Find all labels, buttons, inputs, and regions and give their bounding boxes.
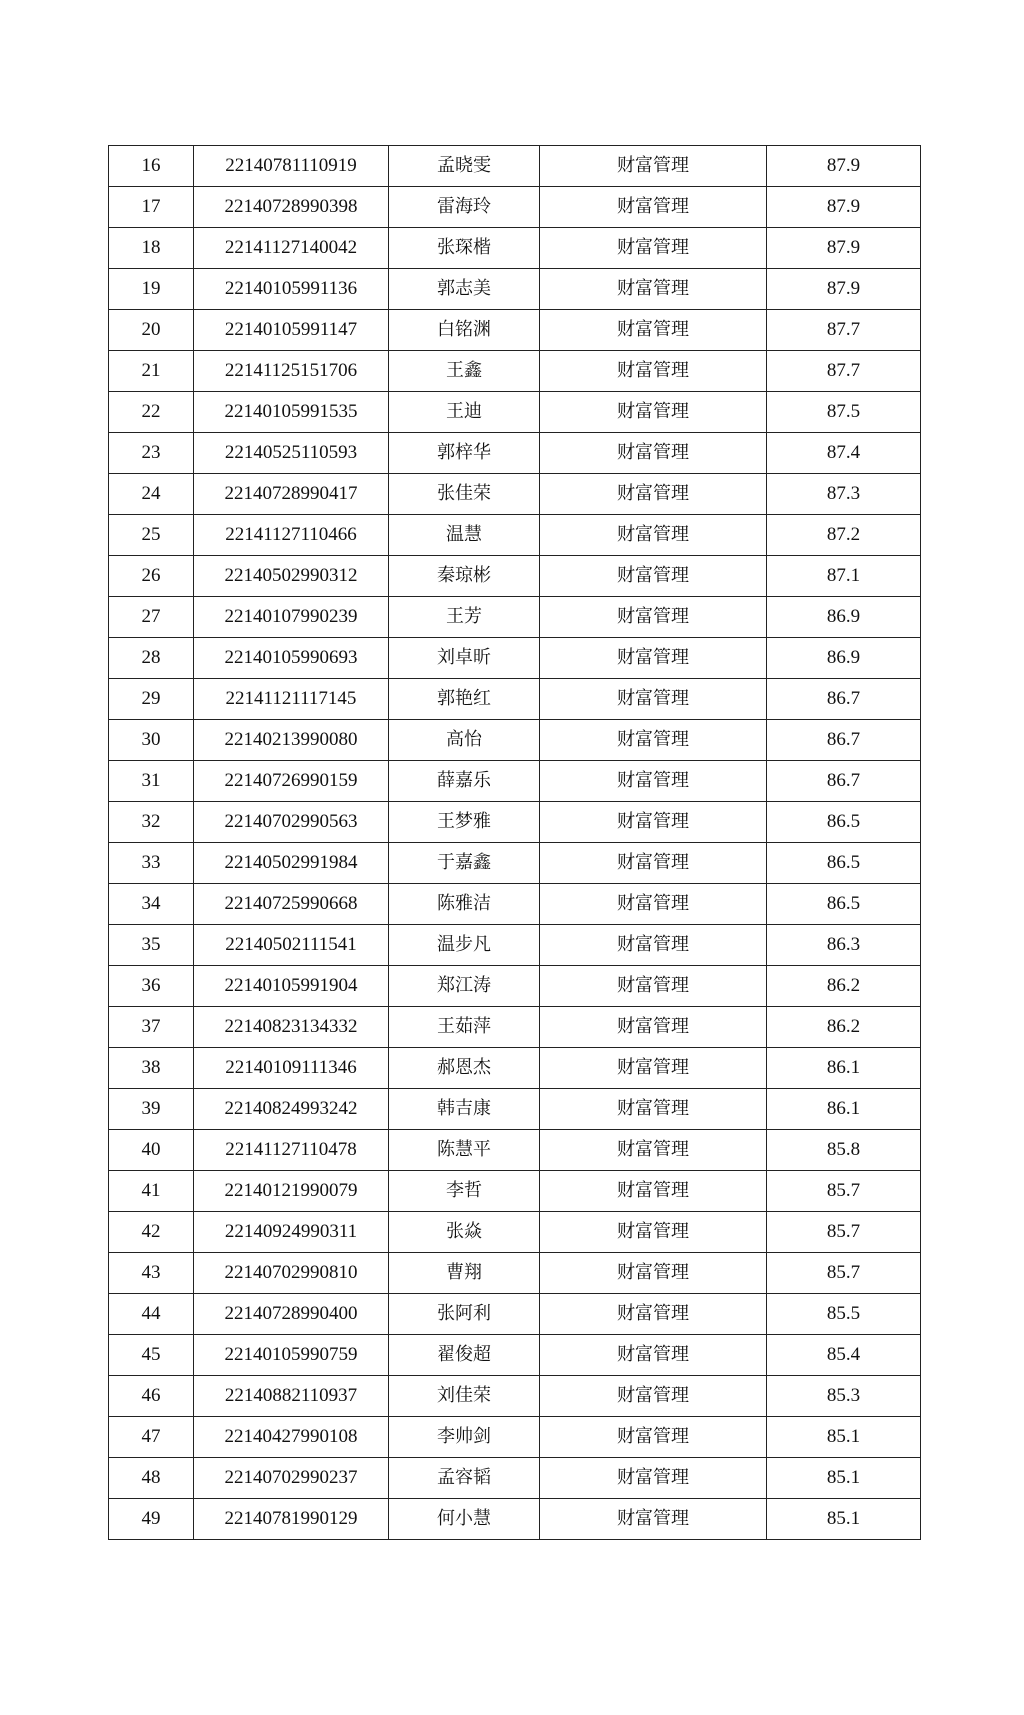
score-cell: 85.3 <box>767 1376 921 1417</box>
exam-id-cell: 22141127110466 <box>194 515 389 556</box>
score-cell: 85.8 <box>767 1130 921 1171</box>
score-cell: 85.1 <box>767 1417 921 1458</box>
rank-cell: 26 <box>109 556 194 597</box>
major-cell: 财富管理 <box>540 1253 767 1294</box>
exam-id-cell: 22140107990239 <box>194 597 389 638</box>
table-row <box>109 884 921 925</box>
name-cell: 薛嘉乐 <box>389 761 540 802</box>
exam-id-cell: 22140702990810 <box>194 1253 389 1294</box>
exam-id-cell: 22140781110919 <box>194 146 389 187</box>
rank-cell: 24 <box>109 474 194 515</box>
major-cell: 财富管理 <box>540 1212 767 1253</box>
name-cell: 王鑫 <box>389 351 540 392</box>
name-cell: 白铭渊 <box>389 310 540 351</box>
table-row <box>109 1007 921 1048</box>
major-cell: 财富管理 <box>540 884 767 925</box>
name-cell: 李帅剑 <box>389 1417 540 1458</box>
exam-id-cell: 22140105991904 <box>194 966 389 1007</box>
score-cell: 85.1 <box>767 1499 921 1540</box>
rank-cell: 29 <box>109 679 194 720</box>
rank-cell: 44 <box>109 1294 194 1335</box>
exam-id-cell: 22140213990080 <box>194 720 389 761</box>
table-row <box>109 556 921 597</box>
exam-id-cell: 22140882110937 <box>194 1376 389 1417</box>
major-cell: 财富管理 <box>540 925 767 966</box>
name-cell: 张阿利 <box>389 1294 540 1335</box>
rank-cell: 31 <box>109 761 194 802</box>
major-cell: 财富管理 <box>540 269 767 310</box>
major-cell: 财富管理 <box>540 1130 767 1171</box>
major-cell: 财富管理 <box>540 966 767 1007</box>
exam-id-cell: 22140824993242 <box>194 1089 389 1130</box>
major-cell: 财富管理 <box>540 474 767 515</box>
name-cell: 孟晓雯 <box>389 146 540 187</box>
rank-cell: 37 <box>109 1007 194 1048</box>
major-cell: 财富管理 <box>540 843 767 884</box>
exam-id-cell: 22140725990668 <box>194 884 389 925</box>
major-cell: 财富管理 <box>540 146 767 187</box>
score-cell: 85.7 <box>767 1171 921 1212</box>
score-cell: 87.9 <box>767 228 921 269</box>
exam-id-cell: 22141125151706 <box>194 351 389 392</box>
score-cell: 86.2 <box>767 966 921 1007</box>
major-cell: 财富管理 <box>540 720 767 761</box>
exam-id-cell: 22141121117145 <box>194 679 389 720</box>
name-cell: 雷海玲 <box>389 187 540 228</box>
table-row <box>109 1048 921 1089</box>
major-cell: 财富管理 <box>540 228 767 269</box>
name-cell: 刘卓昕 <box>389 638 540 679</box>
name-cell: 高怡 <box>389 720 540 761</box>
exam-id-cell: 22141127140042 <box>194 228 389 269</box>
score-cell: 87.3 <box>767 474 921 515</box>
table-row <box>109 515 921 556</box>
name-cell: 陈慧平 <box>389 1130 540 1171</box>
rank-cell: 21 <box>109 351 194 392</box>
score-cell: 85.5 <box>767 1294 921 1335</box>
score-cell: 86.1 <box>767 1089 921 1130</box>
table-row <box>109 1417 921 1458</box>
major-cell: 财富管理 <box>540 802 767 843</box>
rank-cell: 30 <box>109 720 194 761</box>
table-row <box>109 310 921 351</box>
name-cell: 王茹萍 <box>389 1007 540 1048</box>
score-cell: 87.9 <box>767 146 921 187</box>
name-cell: 翟俊超 <box>389 1335 540 1376</box>
table-row <box>109 474 921 515</box>
score-cell: 86.9 <box>767 597 921 638</box>
table-row <box>109 1335 921 1376</box>
rank-cell: 17 <box>109 187 194 228</box>
major-cell: 财富管理 <box>540 1089 767 1130</box>
table-row <box>109 925 921 966</box>
score-cell: 86.2 <box>767 1007 921 1048</box>
exam-id-cell: 22140702990237 <box>194 1458 389 1499</box>
table-row <box>109 433 921 474</box>
table-row <box>109 1089 921 1130</box>
major-cell: 财富管理 <box>540 679 767 720</box>
score-cell: 87.4 <box>767 433 921 474</box>
exam-id-cell: 22140781990129 <box>194 1499 389 1540</box>
rank-cell: 36 <box>109 966 194 1007</box>
rank-cell: 48 <box>109 1458 194 1499</box>
exam-id-cell: 22140924990311 <box>194 1212 389 1253</box>
exam-id-cell: 22140728990400 <box>194 1294 389 1335</box>
major-cell: 财富管理 <box>540 1335 767 1376</box>
name-cell: 郑江涛 <box>389 966 540 1007</box>
name-cell: 王梦雅 <box>389 802 540 843</box>
exam-id-cell: 22140105990693 <box>194 638 389 679</box>
name-cell: 张佳荣 <box>389 474 540 515</box>
name-cell: 郭艳红 <box>389 679 540 720</box>
name-cell: 温步凡 <box>389 925 540 966</box>
major-cell: 财富管理 <box>540 392 767 433</box>
table-row <box>109 1499 921 1540</box>
score-cell: 86.9 <box>767 638 921 679</box>
table-row <box>109 597 921 638</box>
exam-id-cell: 22140728990417 <box>194 474 389 515</box>
table-row <box>109 1376 921 1417</box>
score-cell: 86.5 <box>767 884 921 925</box>
score-table-container <box>108 145 920 1540</box>
score-cell: 87.2 <box>767 515 921 556</box>
name-cell: 郝恩杰 <box>389 1048 540 1089</box>
rank-cell: 33 <box>109 843 194 884</box>
exam-id-cell: 22140823134332 <box>194 1007 389 1048</box>
table-row <box>109 269 921 310</box>
major-cell: 财富管理 <box>540 597 767 638</box>
exam-id-cell: 22140105991147 <box>194 310 389 351</box>
score-cell: 86.7 <box>767 720 921 761</box>
major-cell: 财富管理 <box>540 1458 767 1499</box>
score-cell: 86.7 <box>767 679 921 720</box>
name-cell: 王迪 <box>389 392 540 433</box>
rank-cell: 49 <box>109 1499 194 1540</box>
rank-cell: 19 <box>109 269 194 310</box>
score-cell: 86.7 <box>767 761 921 802</box>
exam-id-cell: 22140121990079 <box>194 1171 389 1212</box>
major-cell: 财富管理 <box>540 761 767 802</box>
score-cell: 85.4 <box>767 1335 921 1376</box>
table-row <box>109 146 921 187</box>
score-cell: 87.5 <box>767 392 921 433</box>
score-cell: 87.9 <box>767 187 921 228</box>
rank-cell: 20 <box>109 310 194 351</box>
rank-cell: 22 <box>109 392 194 433</box>
rank-cell: 43 <box>109 1253 194 1294</box>
score-cell: 86.5 <box>767 802 921 843</box>
major-cell: 财富管理 <box>540 1499 767 1540</box>
major-cell: 财富管理 <box>540 187 767 228</box>
table-row <box>109 187 921 228</box>
exam-id-cell: 22140502991984 <box>194 843 389 884</box>
name-cell: 郭梓华 <box>389 433 540 474</box>
exam-id-cell: 22140105991136 <box>194 269 389 310</box>
score-cell: 87.7 <box>767 351 921 392</box>
table-row <box>109 843 921 884</box>
score-cell: 86.3 <box>767 925 921 966</box>
table-row <box>109 351 921 392</box>
rank-cell: 35 <box>109 925 194 966</box>
table-row <box>109 392 921 433</box>
exam-id-cell: 22140502990312 <box>194 556 389 597</box>
rank-cell: 45 <box>109 1335 194 1376</box>
name-cell: 陈雅洁 <box>389 884 540 925</box>
rank-cell: 46 <box>109 1376 194 1417</box>
major-cell: 财富管理 <box>540 433 767 474</box>
table-row <box>109 679 921 720</box>
score-cell: 85.7 <box>767 1212 921 1253</box>
table-row <box>109 228 921 269</box>
rank-cell: 47 <box>109 1417 194 1458</box>
score-cell: 86.1 <box>767 1048 921 1089</box>
name-cell: 张琛楷 <box>389 228 540 269</box>
exam-id-cell: 22140702990563 <box>194 802 389 843</box>
score-cell: 86.5 <box>767 843 921 884</box>
exam-id-cell: 22140726990159 <box>194 761 389 802</box>
score-table-body <box>109 146 921 1540</box>
major-cell: 财富管理 <box>540 1048 767 1089</box>
rank-cell: 16 <box>109 146 194 187</box>
score-cell: 87.1 <box>767 556 921 597</box>
table-row <box>109 720 921 761</box>
exam-id-cell: 22140525110593 <box>194 433 389 474</box>
rank-cell: 25 <box>109 515 194 556</box>
major-cell: 财富管理 <box>540 515 767 556</box>
rank-cell: 18 <box>109 228 194 269</box>
major-cell: 财富管理 <box>540 1417 767 1458</box>
rank-cell: 32 <box>109 802 194 843</box>
exam-id-cell: 22140105990759 <box>194 1335 389 1376</box>
score-cell: 87.7 <box>767 310 921 351</box>
exam-id-cell: 22141127110478 <box>194 1130 389 1171</box>
name-cell: 李哲 <box>389 1171 540 1212</box>
rank-cell: 41 <box>109 1171 194 1212</box>
rank-cell: 28 <box>109 638 194 679</box>
score-cell: 87.9 <box>767 269 921 310</box>
name-cell: 秦琼彬 <box>389 556 540 597</box>
name-cell: 韩吉康 <box>389 1089 540 1130</box>
name-cell: 温慧 <box>389 515 540 556</box>
table-row <box>109 966 921 1007</box>
name-cell: 郭志美 <box>389 269 540 310</box>
major-cell: 财富管理 <box>540 1171 767 1212</box>
name-cell: 刘佳荣 <box>389 1376 540 1417</box>
exam-id-cell: 22140427990108 <box>194 1417 389 1458</box>
rank-cell: 34 <box>109 884 194 925</box>
major-cell: 财富管理 <box>540 310 767 351</box>
rank-cell: 23 <box>109 433 194 474</box>
rank-cell: 39 <box>109 1089 194 1130</box>
name-cell: 张焱 <box>389 1212 540 1253</box>
major-cell: 财富管理 <box>540 638 767 679</box>
name-cell: 曹翔 <box>389 1253 540 1294</box>
exam-id-cell: 22140502111541 <box>194 925 389 966</box>
major-cell: 财富管理 <box>540 1294 767 1335</box>
name-cell: 王芳 <box>389 597 540 638</box>
table-row <box>109 638 921 679</box>
table-row <box>109 1253 921 1294</box>
name-cell: 何小慧 <box>389 1499 540 1540</box>
table-row <box>109 1130 921 1171</box>
exam-id-cell: 22140105991535 <box>194 392 389 433</box>
score-table <box>108 145 921 1540</box>
score-cell: 85.1 <box>767 1458 921 1499</box>
table-row <box>109 1294 921 1335</box>
name-cell: 于嘉鑫 <box>389 843 540 884</box>
table-row <box>109 1212 921 1253</box>
table-row <box>109 1171 921 1212</box>
exam-id-cell: 22140109111346 <box>194 1048 389 1089</box>
major-cell: 财富管理 <box>540 556 767 597</box>
major-cell: 财富管理 <box>540 1007 767 1048</box>
table-row <box>109 761 921 802</box>
score-cell: 85.7 <box>767 1253 921 1294</box>
table-row <box>109 1458 921 1499</box>
rank-cell: 42 <box>109 1212 194 1253</box>
rank-cell: 38 <box>109 1048 194 1089</box>
major-cell: 财富管理 <box>540 1376 767 1417</box>
exam-id-cell: 22140728990398 <box>194 187 389 228</box>
name-cell: 孟容韬 <box>389 1458 540 1499</box>
major-cell: 财富管理 <box>540 351 767 392</box>
rank-cell: 40 <box>109 1130 194 1171</box>
table-row <box>109 802 921 843</box>
rank-cell: 27 <box>109 597 194 638</box>
